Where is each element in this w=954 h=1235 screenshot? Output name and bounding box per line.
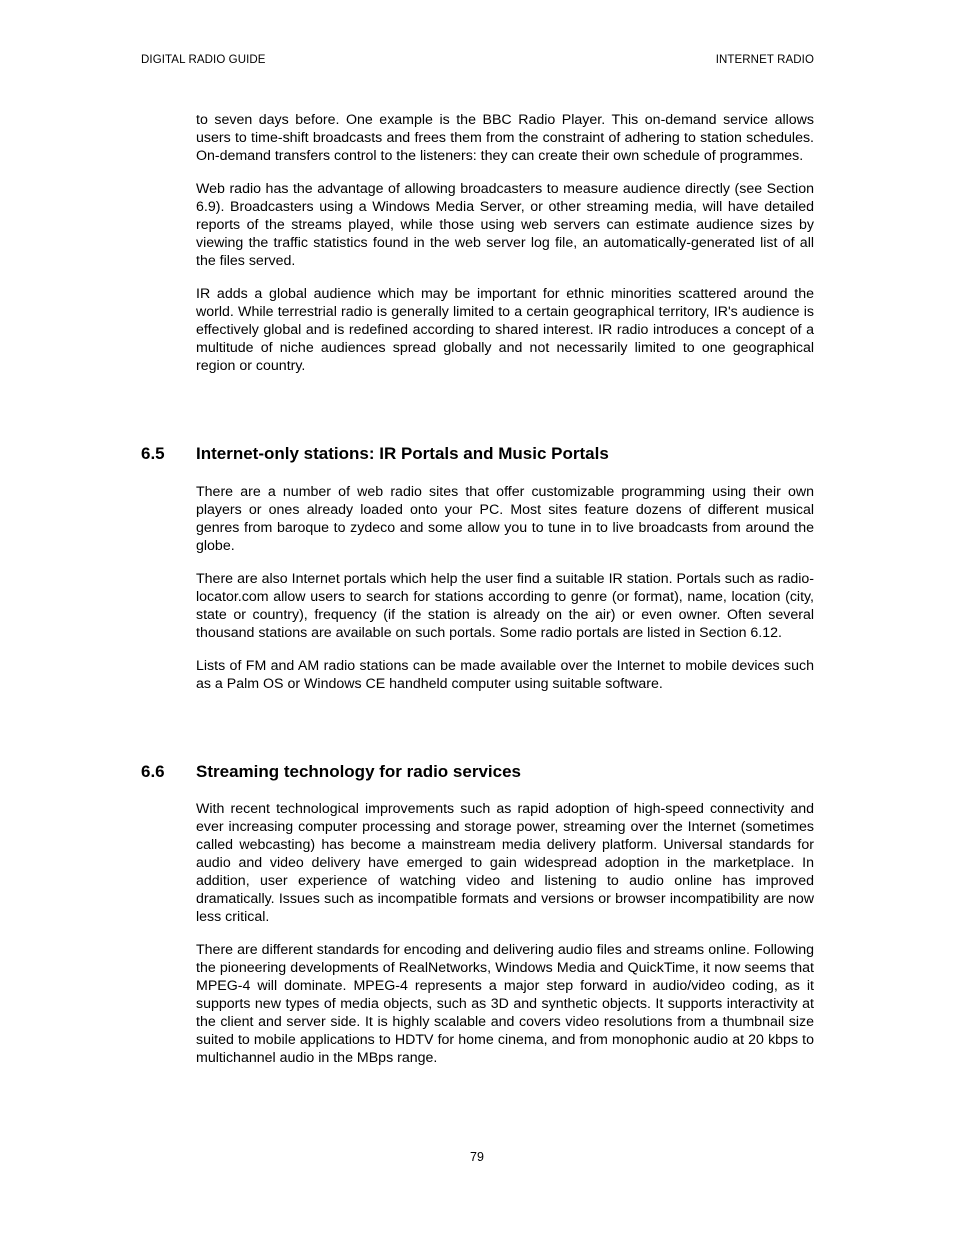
section-title: Streaming technology for radio services	[196, 762, 521, 781]
paragraph: With recent technological improvements such as rapid adoption of high-speed connectivity and ever increasing computer processing and storage power, streaming over the Internet (sometimes called webcasting) has become a mainstream media delivery platform. Universal standards for audio and video delivery have emerged to gain widespread adoption in the marketplace. In addition, user experience of watching video and listening to audio online has improved dramatically. Issues such as incompatible formats and versions or browser incompatibility are now less critical.	[196, 801, 814, 925]
page-number: 79	[470, 1150, 484, 1164]
header-chapter-title: INTERNET RADIO	[715, 54, 814, 66]
paragraph: There are also Internet portals which help the user find a suitable IR station. Portals such as radio-locator.com allow users to search for stations according to genre (or format), name, location (city, state or country), frequency (if the station is already on the air) or even owner. Often several thousand stations are available on such portals. Some radio portals are listed in Section 6.12.	[196, 571, 814, 641]
section-6-6-text	[196, 800, 814, 1082]
section-number: 6.6	[141, 762, 165, 781]
section-title: Internet-only stations: IR Portals and Music Portals	[196, 444, 609, 463]
section-6-5-text	[196, 483, 814, 708]
paragraph: Lists of FM and AM radio stations can be made available over the Internet to mobile devices such as a Palm OS or Windows CE handheld computer using suitable software.	[196, 658, 814, 692]
paragraph: There are different standards for encoding and delivering audio files and streams online. Following the pioneering developments of RealNetworks, Windows Media and QuickTime, it now seems that MPEG-4 will dominate. MPEG-4 represents a major step forward in audio/video coding, as it supports new types of media objects, such as 3D and synthetic objects. It supports interactivity at the client and server side. It is highly scalable and covers video resolutions from a thumbnail size suited to mobile applications to HDTV for home cinema, and from monophonic audio at 20 kbps to multichannel audio in the MBps range.	[196, 942, 814, 1066]
section-number: 6.5	[141, 444, 165, 463]
paragraph: There are a number of web radio sites that offer customizable programming using their own players or ones already loaded onto your PC. Most sites feature dozens of different musical genres from baroque to zydeco and some allow you to tune in to live broadcasts from around the globe.	[196, 484, 814, 554]
header-guide-title: DIGITAL RADIO GUIDE	[141, 54, 266, 66]
paragraph: IR adds a global audience which may be important for ethnic minorities scattered around the world. While terrestrial radio is generally limited to a certain geographical territory, IR's audience is effectively global and is redefined according to shared interest. IR radio introduces a concept of a multitude of niche audiences spread globally and not necessarily limited to one geographical region or country.	[196, 286, 814, 374]
intro-text-block	[196, 111, 814, 390]
paragraph: to seven days before. One example is the BBC Radio Player. This on-demand service allows users to time-shift broadcasts and frees them from the constraint of adhering to station schedules. On-demand transfers control to the listeners: they can create their own schedule of programmes.	[196, 112, 814, 164]
paragraph: Web radio has the advantage of allowing broadcasters to measure audience directly (see Section 6.9). Broadcasters using a Windows Media Server, or other streaming media, will have detailed reports of the streams played, while those using web servers can estimate audience sizes by viewing the traffic statistics found in the web server log file, an automatically-generated list of all the files served.	[196, 181, 814, 269]
